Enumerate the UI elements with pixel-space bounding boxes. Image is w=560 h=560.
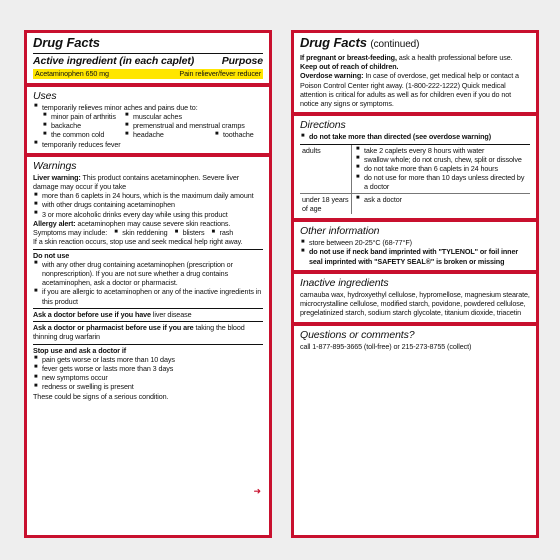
- list-item: ■ headache: [124, 130, 214, 139]
- list-item: ■ the common cold: [42, 130, 124, 139]
- questions-section: Questions or comments? call 1-877-895-3665 (toll-free) or 215-273-8755 (collect): [294, 326, 536, 355]
- uses-line: ■ temporarily reduces fever: [33, 140, 263, 149]
- drug-facts-panel-right: [291, 30, 539, 538]
- ingredient-name: Acetaminophen 650 mg: [35, 69, 109, 79]
- uses-title: Uses: [33, 89, 57, 102]
- list-item: ■ minor pain of arthritis: [42, 112, 124, 121]
- uses-list: [33, 112, 263, 130]
- list-item: ■ muscular aches: [124, 112, 263, 121]
- list-item: ■ more than 6 caplets in 24 hours, which is the maximum daily amount: [33, 191, 263, 200]
- list-item: ■ if you are allergic to acetaminophen or any of the inactive ingredients in this product: [33, 287, 263, 305]
- list-item: ■ premenstrual and menstrual cramps: [124, 121, 263, 130]
- list-item: ■ new symptoms occur: [33, 373, 263, 382]
- table-row: adults ■ take 2 caplets every 8 hours with water ■ swallow whole; do not crush, chew, split or dissolve ■ do not take more than 6 caplets in 24 hours ■ do not use for more than 10 days unless directed by a doctor: [300, 145, 530, 194]
- directions-table: [300, 144, 530, 215]
- warnings-section: Warnings Liver warning: This product contains acetaminophen. Severe liver damage may occur if you take ■ more than 6 caplets in 24 hours, which is the maximum daily amount ■ with other drugs containing acetaminophen ■ 3 or more alcoholic drinks every day while using this product Allergy alert: acetaminophen may cause severe skin reactions. Symptoms may include: ■ skin reddening ■ blisters ■ rash If a skin reaction occurs, stop use and seek medical help right away. Do not use ■ with any other drug containing acetaminophen (prescription or nonprescription). If you are not sure whether a drug contains acetaminophen, ask a doctor or pharmacist. ■ if you are allergic to acetaminophen or any of the inactive ingredients in this product Ask a doctor before use if you have liver disease Ask a doctor or pharmacist before use if you are taking the blood thinning drug warfarin Stop use and ask a doctor if ■ pain gets worse or lasts more than 10 days ■ fever gets worse or lasts more than 3 days ■ new symptoms occur ■ redness or swelling is present These could be signs of a serious condition. ➜: [27, 157, 269, 506]
- active-ingredient-section: [27, 33, 269, 87]
- list-item: ■ fever gets worse or lasts more than 3 days: [33, 364, 263, 373]
- list-item: ■ do not use if neck band imprinted with "TYLENOL" or foil inner seal imprinted with "SAFETY SEAL®" is broken or missing: [300, 247, 530, 265]
- continued-label: (continued): [370, 39, 420, 50]
- list-item: ■ redness or swelling is present: [33, 382, 263, 391]
- directions-section: Directions ■ do not take more than directed (see overdose warning) adults ■ take 2 caplets every 8 hours with water ■ swallow whole; do not crush, chew, split or dissolve ■ do not take more than 6 caplets in 24 hours ■ do not use for more than 10 days unless directed by a doctor under 18 years of age ■ ask a doctor: [294, 116, 536, 222]
- list-item: ■ 3 or more alcoholic drinks every day while using this product: [33, 210, 263, 219]
- stop-use-block: Stop use and ask a doctor if ■ pain gets worse or lasts more than 10 days ■ fever gets worse or lasts more than 3 days ■ new symptoms occur ■ redness or swelling is present These could be signs of a serious condition.: [33, 344, 263, 401]
- table-row: under 18 years of age ■ ask a doctor: [300, 194, 530, 214]
- panel-title: Drug Facts: [300, 35, 367, 50]
- list-item: ■ blisters: [174, 228, 205, 237]
- keep-out-of-reach: Keep out of reach of children.: [300, 62, 399, 72]
- uses-section: [27, 87, 269, 157]
- active-ingredient-row: [33, 69, 263, 78]
- panel-title: Drug Facts: [33, 35, 100, 50]
- uses-line: ■ temporarily relieves minor aches and pains due to:: [33, 103, 263, 112]
- ask-doctor-block: Ask a doctor before use if you have liver disease: [33, 308, 263, 319]
- inactive-ingredients-section: Inactive ingredients carnauba wax, hydroxyethyl cellulose, hypromellose, magnesium stearate, microcrystalline cellulose, modified starch, povidone, powdered cellulose, pregelatinized starch, sodium starch glycolate, titanium dioxide, triacetin: [294, 274, 536, 326]
- purpose-header: Purpose: [221, 54, 263, 67]
- list-item: ■ with other drugs containing acetaminophen: [33, 200, 263, 209]
- list-item: ■ swallow whole; do not crush, chew, split or dissolve: [355, 155, 527, 164]
- list-item: ■ do not use for more than 10 days unless directed by a doctor: [355, 173, 527, 191]
- list-item: ■ ask a doctor: [355, 195, 527, 204]
- inactive-ingredients-title: Inactive ingredients: [300, 276, 389, 289]
- list-item: ■ with any other drug containing acetaminophen (prescription or nonprescription). If you are not sure whether a drug contains acetaminophen, ask a doctor or pharmacist.: [33, 260, 263, 288]
- warnings-title: Warnings: [33, 159, 77, 172]
- other-information-section: [294, 222, 536, 274]
- list-item: ■ pain gets worse or lasts more than 10 days: [33, 355, 263, 364]
- ingredient-purpose: Pain reliever/fever reducer: [179, 69, 261, 79]
- list-item: ■ take 2 caplets every 8 hours with water: [355, 146, 527, 155]
- do-not-use-block: Do not use ■ with any other drug containing acetaminophen (prescription or nonprescription). If you are not sure whether a drug contains acetaminophen, ask a doctor or pharmacist. ■ if you are allergic to acetaminophen or any of the inactive ingredients in this product: [33, 249, 263, 306]
- directions-title: Directions: [300, 119, 346, 132]
- list-item: ■ backache: [42, 121, 124, 130]
- list-item: ■ rash: [211, 228, 234, 237]
- drug-facts-panel-left: [24, 30, 272, 538]
- active-ingredient-header: Active ingredient (in each caplet): [33, 54, 195, 67]
- list-item: ■ do not take more than 6 caplets in 24 hours: [355, 164, 527, 173]
- list-item: ■ skin reddening: [113, 228, 167, 237]
- list-item: ■ store between 20-25°C (68-77°F): [300, 238, 530, 247]
- continued-warnings-section: Drug Facts (continued) If pregnant or breast-feeding, ask a health professional before use. Keep out of reach of children. Overdose warning: In case of overdose, get medical help or contact a Poison Control Center right away. (1-800-222-1222) Quick medical attention is critical for adults as well as for children even if you do not notice any signs or symptoms.: [294, 33, 536, 116]
- ask-pharmacist-block: Ask a doctor or pharmacist before use if you are taking the blood thinning drug warfarin: [33, 321, 263, 341]
- questions-title: Questions or comments?: [300, 328, 415, 341]
- list-item: ■ toothache: [214, 130, 263, 139]
- other-information-title: Other information: [300, 225, 380, 238]
- continue-arrow-icon: ➜: [253, 486, 261, 497]
